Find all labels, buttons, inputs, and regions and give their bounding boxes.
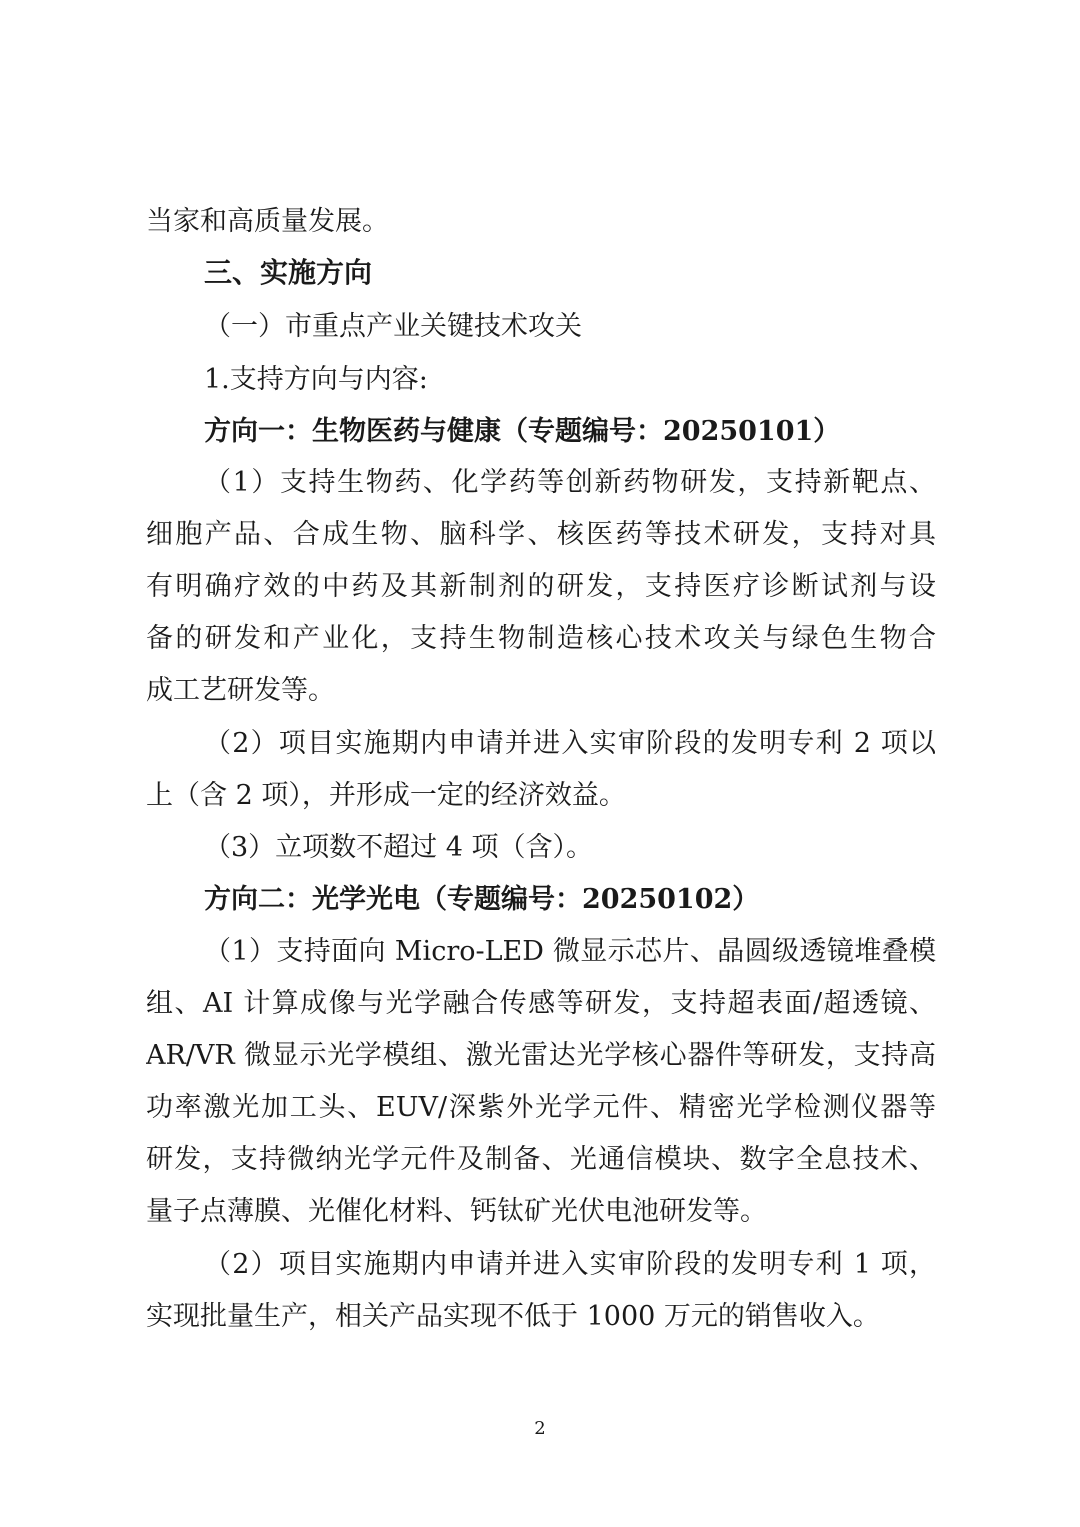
paragraph-line: 细胞产品、合成生物、脑科学、核医药等技术研发，支持对具	[146, 519, 936, 550]
sub-item-heading: 1.支持方向与内容:	[204, 364, 428, 395]
paragraph-line: AR/VR 微显示光学模组、激光雷达光学核心器件等研发，支持高	[146, 1040, 936, 1071]
paragraph-line: 备的研发和产业化，支持生物制造核心技术攻关与绿色生物合	[146, 623, 936, 654]
paragraph-line: 功率激光加工头、EUV/深紫外光学元件、精密光学检测仪器等	[146, 1092, 936, 1123]
paragraph-line: 实现批量生产，相关产品实现不低于 1000 万元的销售收入。	[146, 1301, 880, 1332]
paragraph-line: （1）支持面向 Micro-LED 微显示芯片、晶圆级透镜堆叠模	[204, 936, 936, 967]
paragraph-line: 组、AI 计算成像与光学融合传感等研发，支持超表面/超透镜、	[146, 988, 936, 1019]
paragraph-line: （1）支持生物药、化学药等创新药物研发，支持新靶点、	[204, 467, 936, 498]
paragraph-line: 有明确疗效的中药及其新制剂的研发，支持医疗诊断试剂与设	[146, 571, 936, 602]
paragraph-line: 研发，支持微纳光学元件及制备、光通信模块、数字全息技术、	[146, 1144, 936, 1175]
direction-heading-one: 方向一：生物医药与健康（专题编号：20250101）	[204, 416, 841, 447]
paragraph-line: 上（含 2 项），并形成一定的经济效益。	[146, 780, 626, 811]
section-heading: 三、实施方向	[204, 256, 373, 289]
subsection-heading: （一）市重点产业关键技术攻关	[204, 311, 582, 342]
paragraph-line: （3）立项数不超过 4 项（含）。	[204, 832, 594, 863]
paragraph-line: 成工艺研发等。	[146, 675, 335, 706]
page-number: 2	[534, 1418, 546, 1439]
direction-heading-two: 方向二：光学光电（专题编号：20250102）	[204, 884, 760, 915]
paragraph-line: （2）项目实施期内申请并进入实审阶段的发明专利 2 项以	[204, 728, 936, 759]
body-text-line: 当家和高质量发展。	[146, 206, 389, 237]
paragraph-line: 量子点薄膜、光催化材料、钙钛矿光伏电池研发等。	[146, 1196, 767, 1227]
paragraph-line: （2）项目实施期内申请并进入实审阶段的发明专利 1 项，	[204, 1249, 936, 1280]
